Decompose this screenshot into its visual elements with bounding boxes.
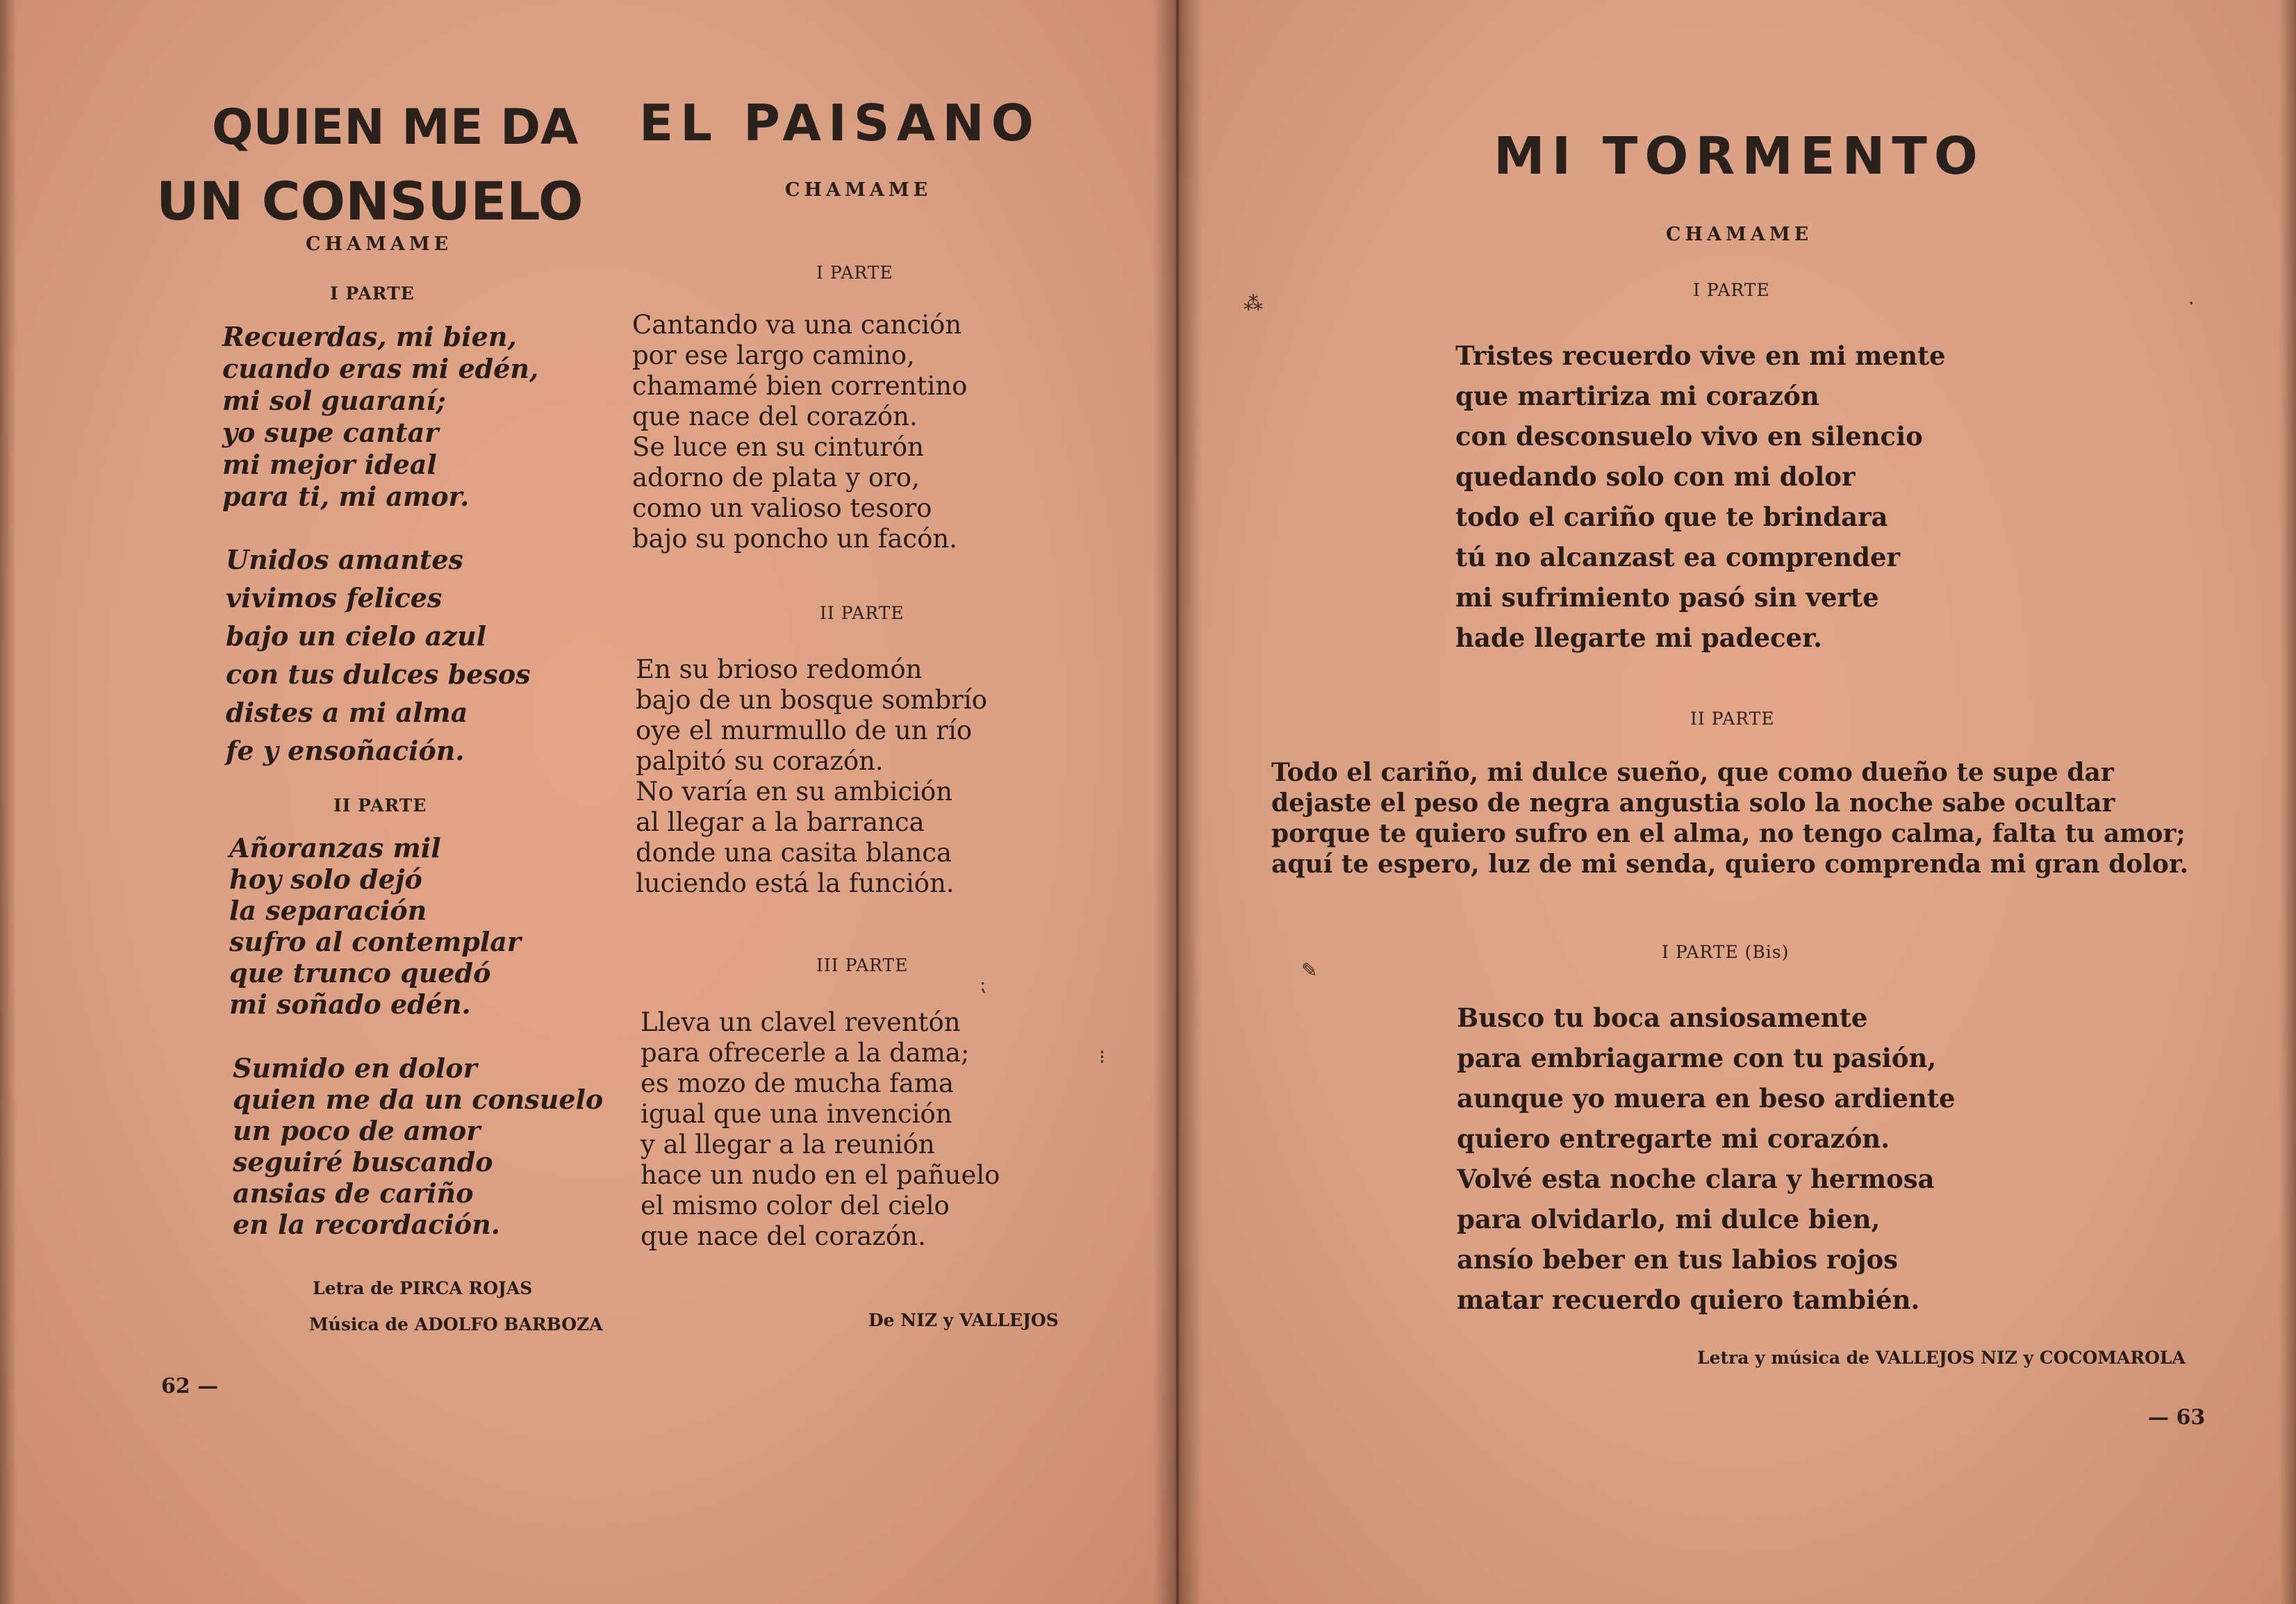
song3-title: MI TORMENTO xyxy=(1494,126,1985,186)
verse-line: porque te quiero sufro en el alma, no tengo calma, falta tu amor; xyxy=(1271,819,2186,848)
song3-stanza3 xyxy=(1457,998,1956,1320)
song2-title: EL PAISANO xyxy=(639,94,1041,152)
verse-line: luciendo está la función. xyxy=(636,868,955,898)
verse-line: Cantando va una canción xyxy=(632,310,962,340)
verse-line: aquí te espero, luz de mi senda, quiero comprenda mi gran dolor. xyxy=(1271,850,2189,879)
song1-stanza1 xyxy=(222,321,538,513)
song2-stanza1 xyxy=(632,310,967,554)
page-edge-right xyxy=(2279,0,2296,1604)
verse-line: mi mejor ideal xyxy=(222,449,437,480)
verse-line: el mismo color del cielo xyxy=(641,1191,950,1221)
verse-line: para olvidarlo, mi dulce bien, xyxy=(1457,1204,1881,1234)
verse-line: quedando solo con mi dolor xyxy=(1455,461,1856,492)
song2-part2-label: II PARTE xyxy=(820,603,905,623)
verse-line: por ese largo camino, xyxy=(632,340,915,370)
verse-line: donde una casita blanca xyxy=(636,838,952,868)
verse-line: mi sufrimiento pasó sin verte xyxy=(1455,582,1879,613)
song2-credit: De NIZ y VALLEJOS xyxy=(868,1310,1059,1330)
verse-line: oye el murmullo de un río xyxy=(636,716,973,745)
verse-line: En su brioso redomón xyxy=(636,654,923,684)
verse-line: Todo el cariño, mi dulce sueño, que como dueño te supe dar xyxy=(1271,758,2114,787)
verse-line: distes a mi alma xyxy=(226,697,468,728)
verse-line: fe y ensoñación. xyxy=(226,735,465,766)
verse-line: que trunco quedó xyxy=(229,957,491,989)
song2-part1-label: I PARTE xyxy=(816,263,893,283)
verse-line: quien me da un consuelo xyxy=(233,1084,604,1115)
book-spine xyxy=(1153,0,1202,1604)
verse-line: aunque yo muera en beso ardiente xyxy=(1457,1083,1956,1114)
verse-line: tú no alcanzast ea comprender xyxy=(1455,542,1901,572)
verse-line: la separación xyxy=(229,895,427,926)
verse-line: con tus dulces besos xyxy=(226,659,531,690)
verse-line: todo el cariño que te brindara xyxy=(1455,502,1888,532)
verse-line: seguiré buscando xyxy=(233,1146,493,1177)
verse-line: para ti, mi amor. xyxy=(222,481,470,512)
verse-line: mi soñado edén. xyxy=(229,989,471,1020)
verse-line: quiero entregarte mi corazón. xyxy=(1457,1123,1890,1154)
song1-music-credit: Música de ADOLFO BARBOZA xyxy=(309,1314,603,1334)
page-edge-left xyxy=(0,0,17,1604)
song3-genre: CHAMAME xyxy=(1666,224,1813,245)
song2-part3-label: III PARTE xyxy=(816,955,909,975)
verse-line: No varía en su ambición xyxy=(636,777,953,807)
verse-line: como un valioso tesoro xyxy=(632,493,932,523)
ink-speck: ⁝ xyxy=(1099,1045,1105,1068)
song1-part1-label: I PARTE xyxy=(330,283,415,304)
verse-line: bajo su poncho un facón. xyxy=(632,524,957,554)
verse-line: dejaste el peso de negra angustia solo la noche sabe ocultar xyxy=(1271,788,2115,818)
verse-line: ansias de cariño xyxy=(233,1177,474,1209)
verse-line: bajo un cielo azul xyxy=(226,620,487,652)
verse-line: para ofrecerle a la dama; xyxy=(641,1038,970,1068)
song3-stanza2 xyxy=(1271,757,2188,879)
verse-line: Busco tu boca ansiosamente xyxy=(1457,1002,1868,1033)
verse-line: mi sol guaraní; xyxy=(222,385,446,416)
verse-line: en la recordación. xyxy=(233,1209,500,1240)
ink-speck: · xyxy=(2188,292,2195,315)
verse-line: Volvé esta noche clara y hermosa xyxy=(1457,1164,1935,1194)
verse-line: con desconsuelo vivo en silencio xyxy=(1455,421,1923,452)
song2-genre: CHAMAME xyxy=(785,179,932,201)
verse-line: sufro al contemplar xyxy=(229,926,521,957)
song2-stanza2 xyxy=(636,654,987,899)
verse-line: al llegar a la barranca xyxy=(636,807,925,837)
verse-line: un poco de amor xyxy=(233,1115,481,1146)
song1-stanza4 xyxy=(233,1052,603,1240)
ink-speck: ⁂ xyxy=(1244,292,1263,315)
verse-line: Se luce en su cinturón xyxy=(632,432,924,462)
verse-line: y al llegar a la reunión xyxy=(641,1130,935,1159)
verse-line: Añoranzas mil xyxy=(229,832,441,863)
verse-line: hoy solo dejó xyxy=(229,863,422,895)
verse-line: que nace del corazón. xyxy=(632,402,918,431)
song2-stanza3 xyxy=(641,1007,1000,1252)
verse-line: cuando eras mi edén, xyxy=(222,353,539,384)
ink-speck: ⁏ xyxy=(980,973,986,995)
verse-line: igual que una invención xyxy=(641,1099,952,1129)
song1-title-line1: QUIEN ME DA xyxy=(212,99,579,156)
song3-part3-label: I PARTE (Bis) xyxy=(1662,942,1790,962)
verse-line: bajo de un bosque sombrío xyxy=(636,685,987,715)
verse-line: vivimos felices xyxy=(226,582,443,613)
song1-genre: CHAMAME xyxy=(306,233,453,255)
song3-part2-label: II PARTE xyxy=(1690,709,1775,729)
song3-credit: Letra y música de VALLEJOS NIZ y COCOMAROLA xyxy=(1697,1348,2186,1368)
page-number-left: 62 — xyxy=(161,1374,219,1398)
verse-line: para embriagarme con tu pasión, xyxy=(1457,1043,1937,1073)
verse-line: palpitó su corazón. xyxy=(636,746,884,776)
verse-line: Sumido en dolor xyxy=(233,1052,477,1084)
song1-stanza3 xyxy=(229,832,521,1020)
song1-lyrics-credit: Letra de PIRCA ROJAS xyxy=(313,1278,533,1298)
song3-part1-label: I PARTE xyxy=(1693,280,1770,300)
verse-line: Recuerdas, mi bien, xyxy=(222,321,517,352)
verse-line: que nace del corazón. xyxy=(641,1221,926,1251)
verse-line: yo supe cantar xyxy=(222,417,439,448)
verse-line: hade llegarte mi padecer. xyxy=(1455,622,1823,653)
song1-title-line2: UN CONSUELO xyxy=(156,170,584,232)
verse-line: Lleva un clavel reventón xyxy=(641,1007,961,1037)
song1-stanza2 xyxy=(226,540,531,770)
verse-line: adorno de plata y oro, xyxy=(632,463,920,493)
page-number-right: — 63 xyxy=(2148,1405,2206,1430)
verse-line: Tristes recuerdo vive en mi mente xyxy=(1455,340,1946,371)
verse-line: es mozo de mucha fama xyxy=(641,1068,955,1098)
verse-line: ansío beber en tus labios rojos xyxy=(1457,1244,1898,1275)
verse-line: hace un nudo en el pañuelo xyxy=(641,1160,1000,1190)
verse-line: chamamé bien correntino xyxy=(632,371,968,401)
song3-stanza1 xyxy=(1455,336,1946,658)
ink-speck: ✎ xyxy=(1301,959,1318,982)
verse-line: matar recuerdo quiero también. xyxy=(1457,1284,1920,1315)
song1-part2-label: II PARTE xyxy=(333,795,427,816)
verse-line: Unidos amantes xyxy=(226,544,463,575)
verse-line: que martiriza mi corazón xyxy=(1455,381,1819,411)
